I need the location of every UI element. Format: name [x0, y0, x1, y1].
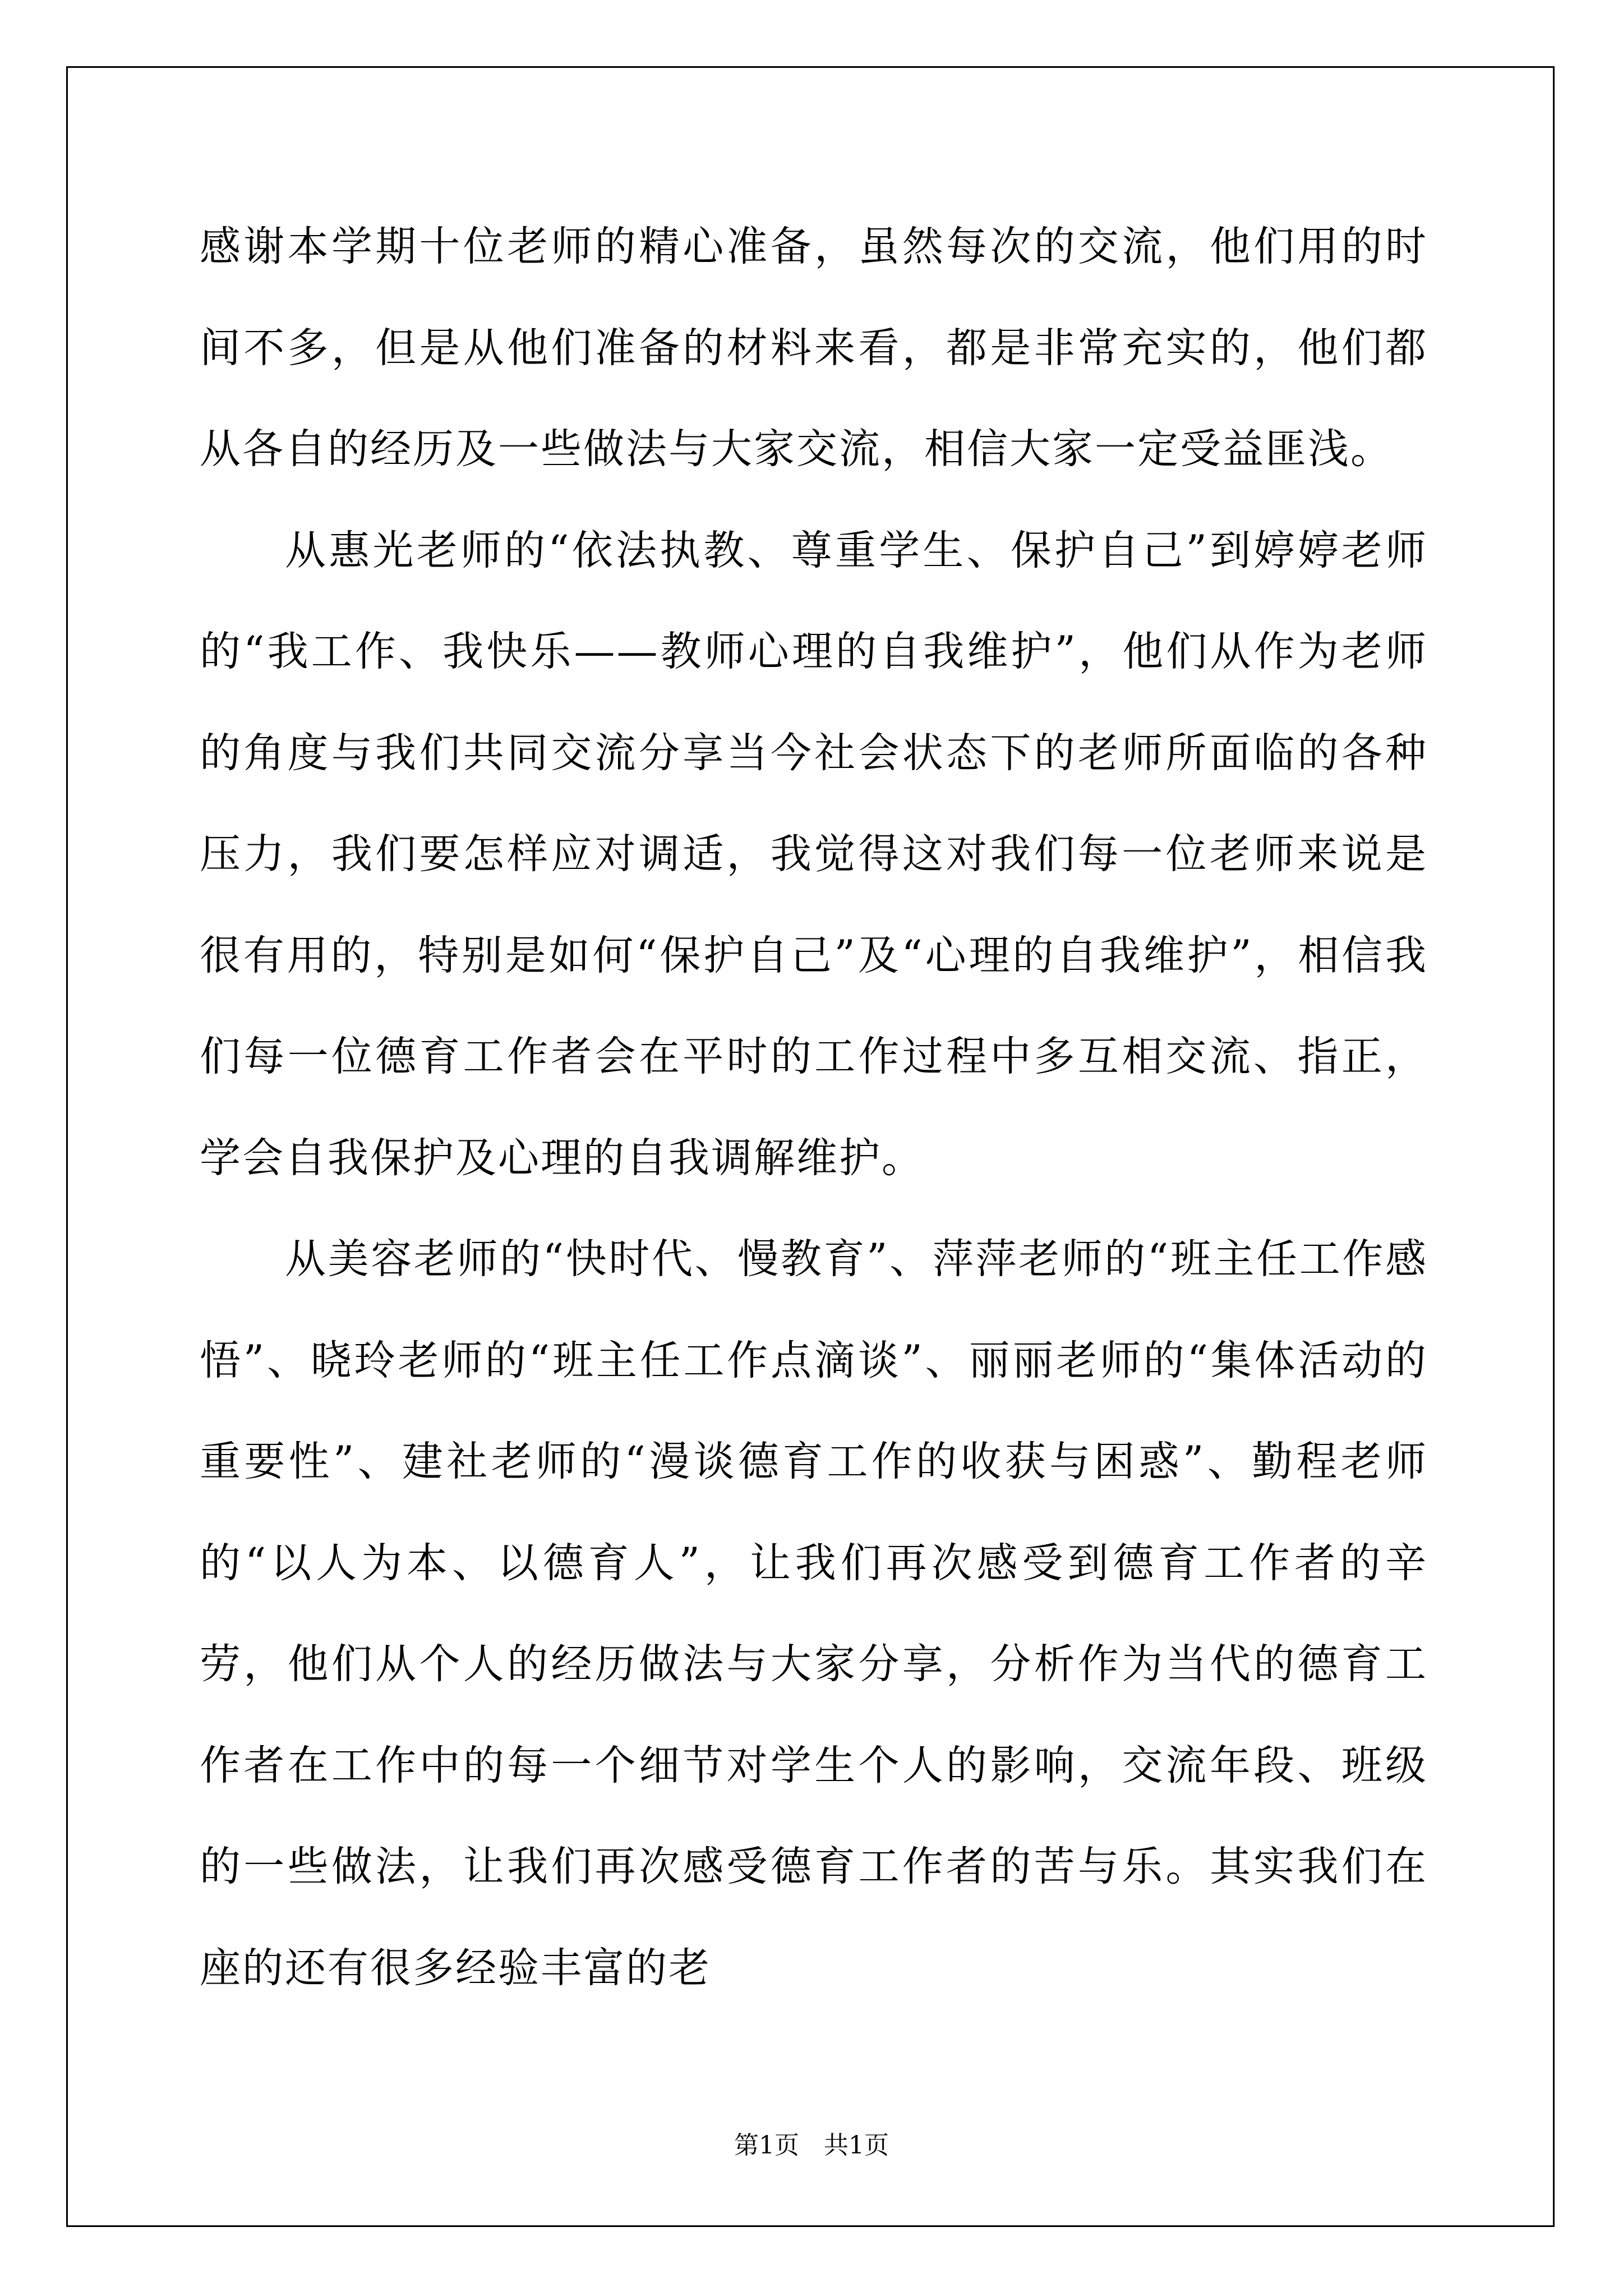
page-footer: 第1页 共1页	[734, 2131, 889, 2160]
paragraph-2: 从惠光老师的“依法执教、尊重学生、保护自己”到婷婷老师的“我工作、我快乐——教师心理的自我维护”，他们从作为老师的角度与我们共同交流分享当今社会状态下的老师所面临的各种压力，我们要怎样应对调适，我觉得这对我们每一位老师来说是很有用的，特别是如何“保护自己”及“心理的自我维护”，相信我们每一位德育工作者会在平时的工作过程中多互相交流、指正，学会自我保护及心理的自我调解维护。	[200, 526, 1428, 1182]
document-body	[200, 196, 1428, 2019]
paragraph-3: 从美容老师的“快时代、慢教育”、萍萍老师的“班主任工作感悟”、晓玲老师的“班主任工作点滴谈”、丽丽老师的“集体活动的重要性”、建社老师的“漫谈德育工作的收获与困惑”、勤程老师的“以人为本、以德育人”，让我们再次感受到德育工作者的辛劳，他们从个人的经历做法与大家分享，分析作为当代的德育工作者在工作中的每一个细节对学生个人的影响，交流年段、班级的一些做法，让我们再次感受德育工作者的苦与乐。其实我们在座的还有很多经验丰富的老	[200, 1235, 1428, 1992]
paragraph-1: 感谢本学期十位老师的精心准备，虽然每次的交流，他们用的时间不多，但是从他们准备的材料来看，都是非常充实的，他们都从各自的经历及一些做法与大家交流，相信大家一定受益匪浅。	[200, 223, 1428, 473]
